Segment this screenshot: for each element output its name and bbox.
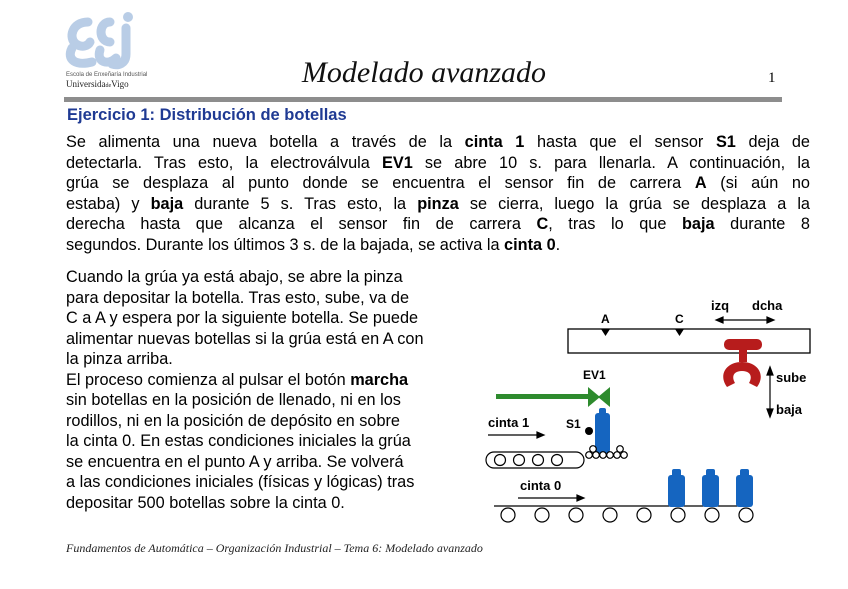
text-line	[66, 308, 486, 329]
bold-term: pinza	[417, 194, 459, 213]
text-line	[66, 288, 486, 309]
text-run: detectarla. Tras esto, la electroválvula	[66, 153, 382, 172]
crane-gripper-icon	[723, 339, 762, 387]
cinta0-label: cinta 0	[520, 478, 562, 493]
s1-label: S1	[566, 417, 581, 431]
text-line	[66, 329, 486, 350]
bottle-filling	[595, 408, 610, 453]
label-baja: baja	[776, 402, 803, 417]
ev1-valve-icon	[496, 387, 610, 407]
exercise-statement	[66, 132, 810, 255]
logo-university-name: UniversidadeVigo	[66, 79, 129, 89]
cinta0-rollers	[501, 508, 753, 522]
text-line	[66, 390, 486, 411]
text-run: Se alimenta una nueva botella a través de la	[66, 133, 465, 151]
process-description	[66, 267, 486, 513]
text-run: grúa se desplaza al punto donde se encuentra el sensor fin de carrera	[66, 174, 695, 192]
bold-term: C	[536, 215, 549, 233]
cinta0-arrow-icon	[518, 495, 584, 501]
header-divider	[64, 97, 782, 102]
text-line	[66, 452, 486, 473]
text-run: El proceso comienza al pulsar el botón	[66, 370, 351, 389]
cinta1-label: cinta 1	[488, 415, 530, 430]
text-run: rodillos, ni en la posición de depósito en sobre	[66, 411, 400, 430]
logo-school-name: Escola de Enxeñaría Industrial	[66, 72, 148, 78]
text-line	[66, 431, 486, 452]
text-run: la pinza arriba.	[66, 350, 173, 368]
deposited-bottles	[668, 469, 753, 507]
text-run: (si aún no	[706, 174, 810, 192]
exercise-title: Ejercicio 1: Distribución de botellas	[67, 106, 347, 124]
text-run: la cinta 0. En estas condiciones iniciales la grúa	[66, 432, 411, 450]
text-run: se abre 10 s. para llenarla. A continuación, la	[412, 153, 810, 172]
text-line	[66, 472, 486, 493]
text-run: alimentar nuevas botellas si la grúa está en A con	[66, 329, 424, 348]
text-run: deja de	[735, 133, 810, 151]
footer: Fundamentos de Automática – Organización Industrial – Tema 6: Modelado avanzado	[66, 541, 483, 555]
bold-term: baja	[681, 215, 715, 233]
text-line	[66, 349, 486, 370]
text-run: se encuentra en el punto A y arriba. Se volverá	[66, 452, 404, 471]
text-line	[66, 370, 486, 391]
sensor-c-label: C	[675, 312, 684, 326]
vertical-arrow-icon	[767, 367, 773, 417]
text-line	[66, 194, 810, 215]
text-run: para depositar la botella. Tras esto, sube, va de	[66, 288, 410, 307]
text-run: , tras lo que	[548, 215, 682, 233]
text-run: C a A y espera por la siguiente botella. Se puede	[66, 309, 419, 327]
text-line	[66, 132, 810, 153]
bold-term: cinta 0	[504, 235, 556, 254]
text-line	[66, 493, 486, 514]
text-run: segundos. Durante los últimos 3 s. de la bajada, se activa la	[66, 235, 505, 254]
label-dcha: dcha	[752, 298, 783, 313]
text-run: sin botellas en la posición de llenado, ni en los	[66, 391, 401, 409]
text-line	[66, 267, 486, 288]
text-run: estaba) y	[66, 194, 151, 213]
text-run: depositar 500 botellas sobre la cinta 0.	[66, 493, 345, 512]
sensor-s1-icon	[585, 427, 593, 435]
label-izq: izq	[711, 298, 730, 313]
text-run: .	[555, 235, 561, 254]
bold-term: S1	[715, 133, 736, 151]
page-title: Modelado avanzado	[301, 56, 547, 89]
bold-term: EV1	[381, 153, 413, 172]
ev1-label: EV1	[583, 368, 606, 382]
cinta1-arrow-icon	[488, 432, 544, 438]
bold-term: marcha	[350, 370, 409, 389]
text-run: hasta que el sensor	[524, 133, 716, 151]
bold-term: cinta 1	[464, 133, 525, 151]
text-run: a las condiciones iniciales (físicas y lógicas) tras	[66, 473, 415, 491]
text-run: se cierra, luego la grúa se desplaza a la	[458, 194, 810, 213]
horizontal-arrow-icon	[716, 317, 774, 323]
cinta1-conveyor	[486, 452, 584, 468]
bold-term: A	[694, 174, 707, 192]
text-line	[66, 153, 810, 174]
sensor-a-label: A	[601, 312, 610, 326]
text-run: Cuando la grúa ya está abajo, se abre la pinza	[66, 268, 403, 286]
bottle-distribution-diagram	[480, 295, 820, 535]
page-number: 1	[768, 70, 776, 86]
text-line	[66, 235, 810, 256]
text-run: durante 8	[714, 215, 810, 233]
text-line	[66, 173, 810, 194]
bold-term: baja	[150, 194, 184, 213]
text-run: derecha hasta que alcanza el sensor fin de carrera	[66, 215, 537, 233]
label-sube: sube	[776, 370, 807, 385]
text-line	[66, 214, 810, 235]
text-line	[66, 411, 486, 432]
text-run: durante 5 s. Tras esto, la	[183, 194, 418, 213]
